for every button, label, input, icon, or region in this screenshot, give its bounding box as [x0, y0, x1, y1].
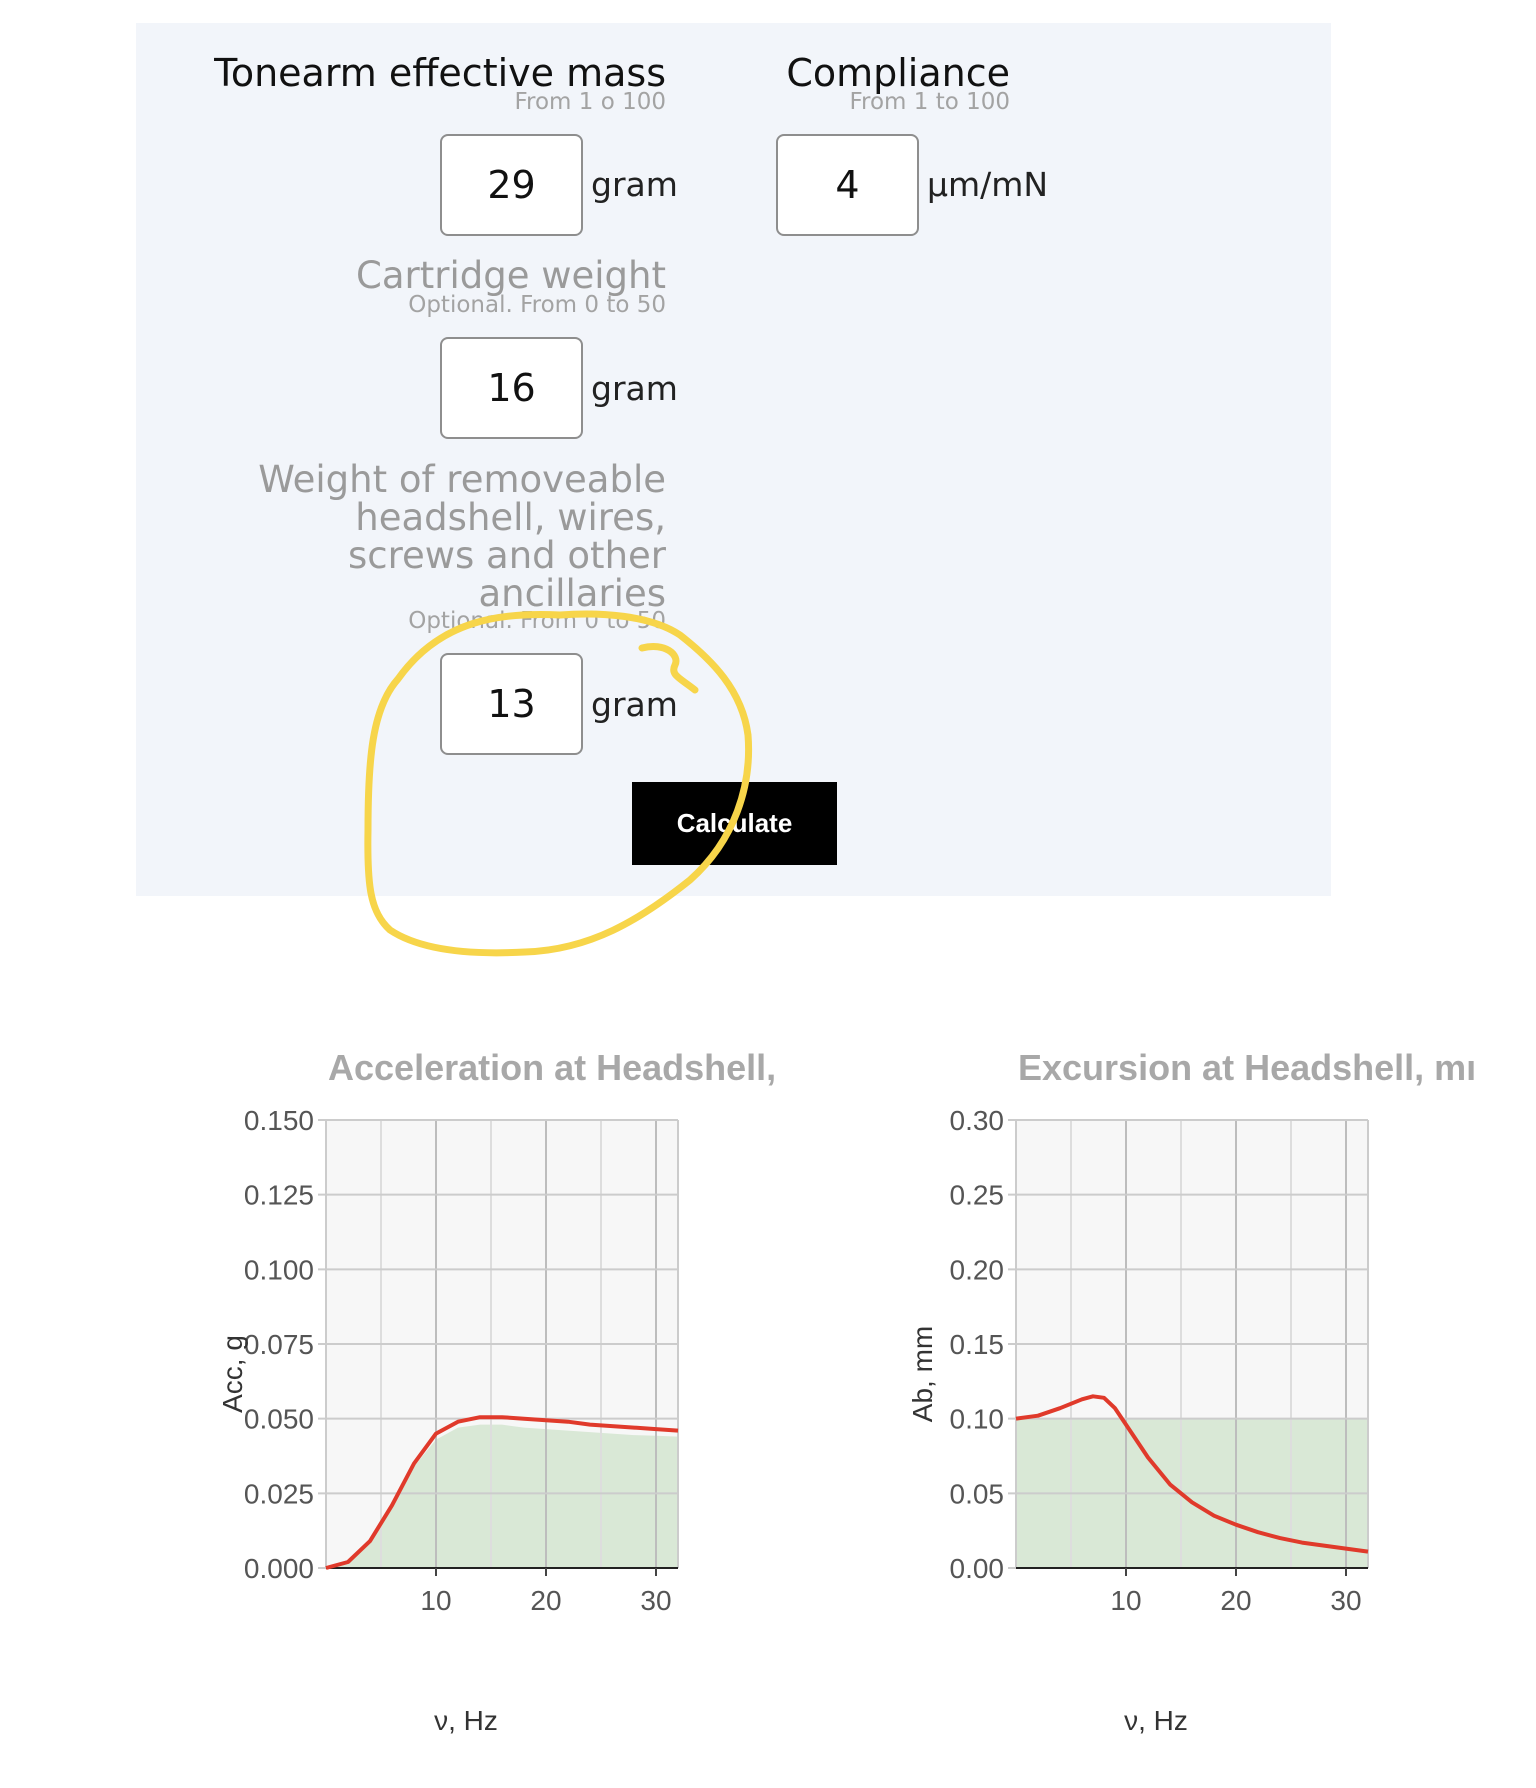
- y-tick-label: 0.000: [243, 1553, 314, 1584]
- y-tick-label: 0.30: [949, 1105, 1004, 1136]
- cartridge-weight-unit: gram: [591, 369, 678, 408]
- y-tick-label: 0.125: [243, 1179, 314, 1211]
- tonearm-mass-unit: gram: [591, 165, 678, 204]
- excursion-chart: [900, 1040, 1520, 1760]
- x-tick-label: 20: [530, 1585, 562, 1616]
- y-tick-label: 0.10: [949, 1403, 1004, 1435]
- headshell-weight-unit: gram: [591, 685, 678, 724]
- cartridge-weight-label: Cartridge weight: [356, 254, 666, 297]
- headshell-weight-label: Weight of removeable headshell, wires, screws and other ancillaries: [258, 458, 666, 615]
- y-tick-label: 0.150: [243, 1105, 314, 1136]
- y-tick-label: 0.025: [243, 1478, 314, 1510]
- compliance-input[interactable]: [776, 134, 919, 236]
- y-tick-label: 0.20: [949, 1254, 1004, 1286]
- acceleration-chart: [210, 1040, 830, 1760]
- y-tick-label: 0.25: [949, 1179, 1004, 1211]
- chart-title: Acceleration at Headshell,: [328, 1047, 777, 1088]
- x-axis-label: ν, Hz: [434, 1705, 498, 1736]
- tonearm-mass-label: Tonearm effective mass: [214, 51, 666, 95]
- y-tick-label: 0.00: [949, 1553, 1004, 1584]
- x-tick-label: 10: [1110, 1585, 1142, 1616]
- y-tick-label: 0.15: [949, 1329, 1004, 1360]
- tonearm-mass-input[interactable]: [440, 134, 583, 236]
- calculate-button[interactable]: Calculate: [632, 782, 837, 865]
- x-tick-label: 30: [1330, 1585, 1362, 1616]
- cartridge-weight-hint: Optional. From 0 to 50: [408, 292, 666, 318]
- compliance-label: Compliance: [786, 51, 1010, 95]
- y-tick-label: 0.050: [243, 1403, 314, 1435]
- y-tick-label: 0.05: [949, 1478, 1004, 1510]
- x-tick-label: 10: [420, 1585, 452, 1616]
- chart-title: Excursion at Headshell, mı: [1018, 1047, 1477, 1088]
- tonearm-mass-hint: From 1 o 100: [514, 89, 666, 115]
- y-axis-label: Ab, mm: [907, 1325, 938, 1423]
- x-tick-label: 30: [640, 1585, 672, 1616]
- x-axis-label: ν, Hz: [1124, 1705, 1188, 1736]
- compliance-unit: μm/mN: [927, 165, 1049, 204]
- y-tick-label: 0.100: [243, 1254, 314, 1286]
- y-tick-label: 0.075: [243, 1329, 314, 1360]
- headshell-weight-hint: Optional. From 0 to 50: [408, 608, 666, 634]
- cartridge-weight-input[interactable]: [440, 337, 583, 439]
- headshell-weight-input[interactable]: [440, 653, 583, 755]
- compliance-hint: From 1 to 100: [849, 89, 1010, 115]
- x-tick-label: 20: [1220, 1585, 1252, 1616]
- y-axis-label: Acc, g: [217, 1335, 248, 1413]
